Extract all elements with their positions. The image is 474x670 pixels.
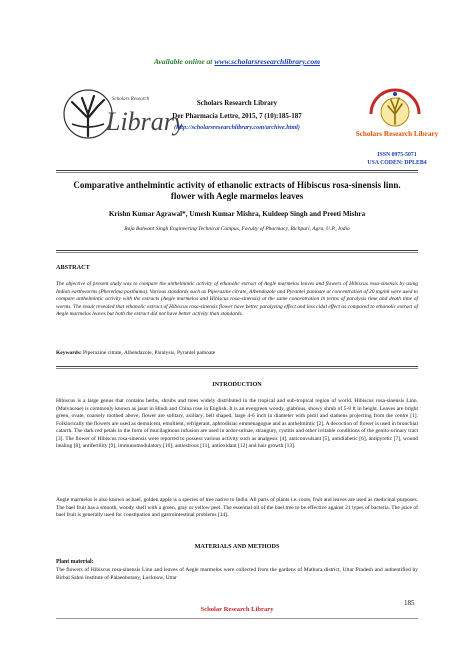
archive-link[interactable]: (http://scholarsresearchlibrary.com/archive.html) [174, 124, 300, 131]
abstract-heading: ABSTRACT [56, 264, 90, 271]
svg-text:Library: Library [106, 107, 182, 136]
author-affiliation: Raja Balwant Singh Engineering Technical Campus, Faculty of Pharmacy, Bichpuri, Agra, U.P., India [124, 226, 350, 232]
abstract-bottom-rule [56, 366, 418, 367]
methods-paragraph: The flowers of Hibiscus rosa-sinensis Linn and leaves of Aegle marmelos were collected from the gardens of Mathura district, Uttar Pradesh and authentified by Birbal Sahni Institute of Palaeobotany, Lucknow, Uttar [56, 567, 418, 581]
available-online-line [0, 57, 474, 66]
journal-website-link[interactable]: www.scholarsresearchlibrary.com [214, 57, 321, 66]
header-divider [56, 170, 418, 171]
abstract-top-rule-thin [56, 252, 418, 253]
footer-rule [56, 618, 418, 619]
keywords-list: Piperazine citrate, Albendazole, Paralysis, Pyrantel pamoate [83, 350, 216, 356]
available-prefix: Available online at [153, 57, 213, 66]
introduction-heading: INTRODUCTION [212, 381, 262, 388]
footer-library: Scholar Research Library [200, 606, 274, 613]
right-logo-label: Scholars Research Library [355, 130, 439, 138]
introduction-paragraph-2: Aegle marmelos is also known as bael, golden apple is a species of tree native to India. All parts of plants i.e. roots, fruit and leaves are used as medicinal purposes. The bael fruit has a smooth, woody shell with a green, gray or yellow peel. The essential oil of the bael tree to be effective against 21 types of bacteria. The juice of bael fruit is generally used for constipation and gastrointestinal problems [14]. [56, 497, 418, 518]
abstract-text: The objective of present study was to compare the anthelmintic activity of ethanolic extract of Aegle marmelos leaves and flowers of Hibiscus rosa-sinensis by using Indian earthworms (Pheretima posthuma). Various standards such as Piperazine citrate, Albendazole and Pyrantel pamoate at concentration of 20 mg/ml were used to compare anthelmintic activity with the extracts (Aegle marmelos and Hibiscus rosa-sinensis) at the same concentration in terms of paralysis time and death time of worms. The result revealed that ethanolic extract of Hibiscus rosa-sinensis flower have better paralyzing effect and less cidal effect as compared to ethanolic extract of Aegle marmelos leaves but both the extract did not have better activity than standards. [56, 281, 418, 317]
article-title: Comparative anthelmintic activity of ethanolic extracts of Hibiscus rosa-sinensis linn. flower with Aegle marmelos leaves [73, 180, 401, 201]
keywords-label: Keywords: [56, 350, 82, 356]
plant-material-subheading: Plant material: [56, 559, 94, 565]
abstract-bottom-rule-thin [56, 368, 418, 369]
abstract-top-rule [56, 250, 418, 251]
introduction-paragraph-1: Hibiscus is a large genus that contains herbs, shrubs and trees widely distributed in the tropical and sub-tropical region of world. Hibiscus rosa-sinensis Linn. (Malvaceae) is commonly known as jasut in Hindi and China rose in English. It is an evergreen woody, glabrous, showy shrub of 5-8 ft in height. Leaves are bright green, ovate, coarsely toothed above, flower are solitary, axillary, bell shaped, large 4-6 inch in diameter with pistil and stamens projecting from the centre [1]. Folklorically the flowers are used as demulcent, emollient, refrigerant, aphrodisiac emmenagogue and as anthelmintic [2]. A decoction of flower is used in bronchial catarrh. The dark red petals in the form of mucilaginous infusion are used in ardor-urinae, strangury, cystitis and other irritable conditions of the genito-urinary tract [3]. The flower of Hibiscus rosa-sinensis were reported to possess various activity such as analgesic [4], anticonvulsant [5], antidiabetic [6], antipyretic [7], wound healing [8], antifertility [9], immunomodulatory [10], antiestrous [11], antioxidant [12] and hair growth [13]. [56, 398, 418, 449]
methods-heading: MATERIALS AND METHODS [194, 543, 280, 550]
keywords-line [56, 350, 418, 356]
svg-text:Scholars Research: Scholars Research [112, 97, 150, 102]
header-divider-thin [56, 172, 418, 173]
publisher-name: Scholars Research Library [196, 99, 278, 107]
page-number: 185 [404, 599, 415, 607]
article-authors: Krishn Kumar Agrawal*, Umesh Kumar Mishra, Kuldeep Singh and Preeti Mishra [108, 210, 366, 218]
journal-citation: Der Pharmacia Lettre, 2015, 7 (10):185-187 [172, 112, 302, 120]
issn-number: ISSN 0975-5071 [377, 152, 417, 158]
usa-coden: USA CODEN: DPLEB4 [367, 160, 427, 166]
